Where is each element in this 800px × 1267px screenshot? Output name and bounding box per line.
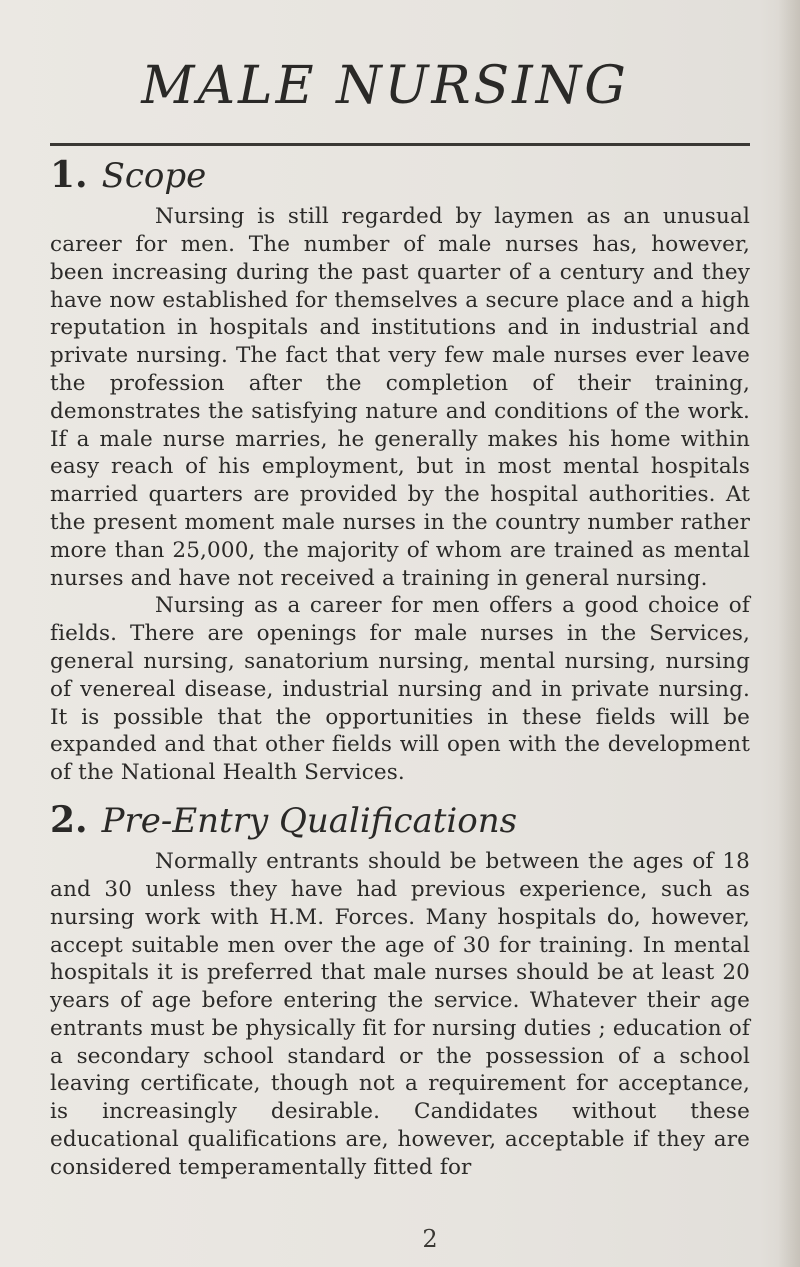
page-edge-shadow	[778, 0, 800, 1267]
section-number: 1.	[50, 154, 88, 196]
paragraph: Nursing as a career for men offers a good choice of fields. There are openings for male nurses in the Services, general nursing, sanatorium nursing, mental nursing, nursing of venereal disease, industrial nursing and in private nursing. It is possible that the opportunities in these fields will be expanded and that other fields will open with the development of the National Health Services.	[50, 593, 750, 786]
section-heading-pre-entry-qualifications	[50, 799, 750, 842]
section-heading-scope	[50, 154, 750, 197]
page-body	[50, 150, 750, 1182]
running-title: MALE NURSING	[141, 56, 629, 116]
paragraph: Nursing is still regarded by laymen as an unusual career for men. The number of male nurses has, however, been increasing during the past quarter of a century and they have now established for themselves a secure place and a high reputation in hospitals and institutions and in industrial and private nursing. The fact that very few male nurses ever leave the profession after the completion of their training, demonstrates the satisfying nature and conditions of the work. If a male nurse marries, he generally makes his home within easy reach of his employment, but in most mental hospitals married quarters are provided by the hospital authorities. At the present moment male nurses in the country number rather more than 25,000, the majority of whom are trained as mental nurses and have not received a training in general nursing.	[50, 204, 750, 591]
section-title: Pre-Entry Qualifications	[101, 800, 518, 841]
section-title: Scope	[101, 156, 207, 196]
header-rule	[50, 143, 750, 146]
page-number: 2	[422, 1225, 438, 1253]
page-header	[0, 56, 800, 116]
section-number: 2.	[50, 798, 88, 841]
paragraph: Normally entrants should be between the ages of 18 and 30 unless they have had previous experience, such as nursing work with H.M. Forces. Many hospitals do, however, accept suitable men over the age of 30 for training. In mental hospitals it is preferred that male nurses should be at least 20 years of age before entering the service. Whatever their age entrants must be physically fit for nursing duties ; education of a secondary school standard or the possession of a school leaving certificate, though not a requirement for acceptance, is increasingly desirable. Candidates without these educational qualifications are, however, acceptable if they are considered temperamentally fitted for	[50, 849, 750, 1180]
